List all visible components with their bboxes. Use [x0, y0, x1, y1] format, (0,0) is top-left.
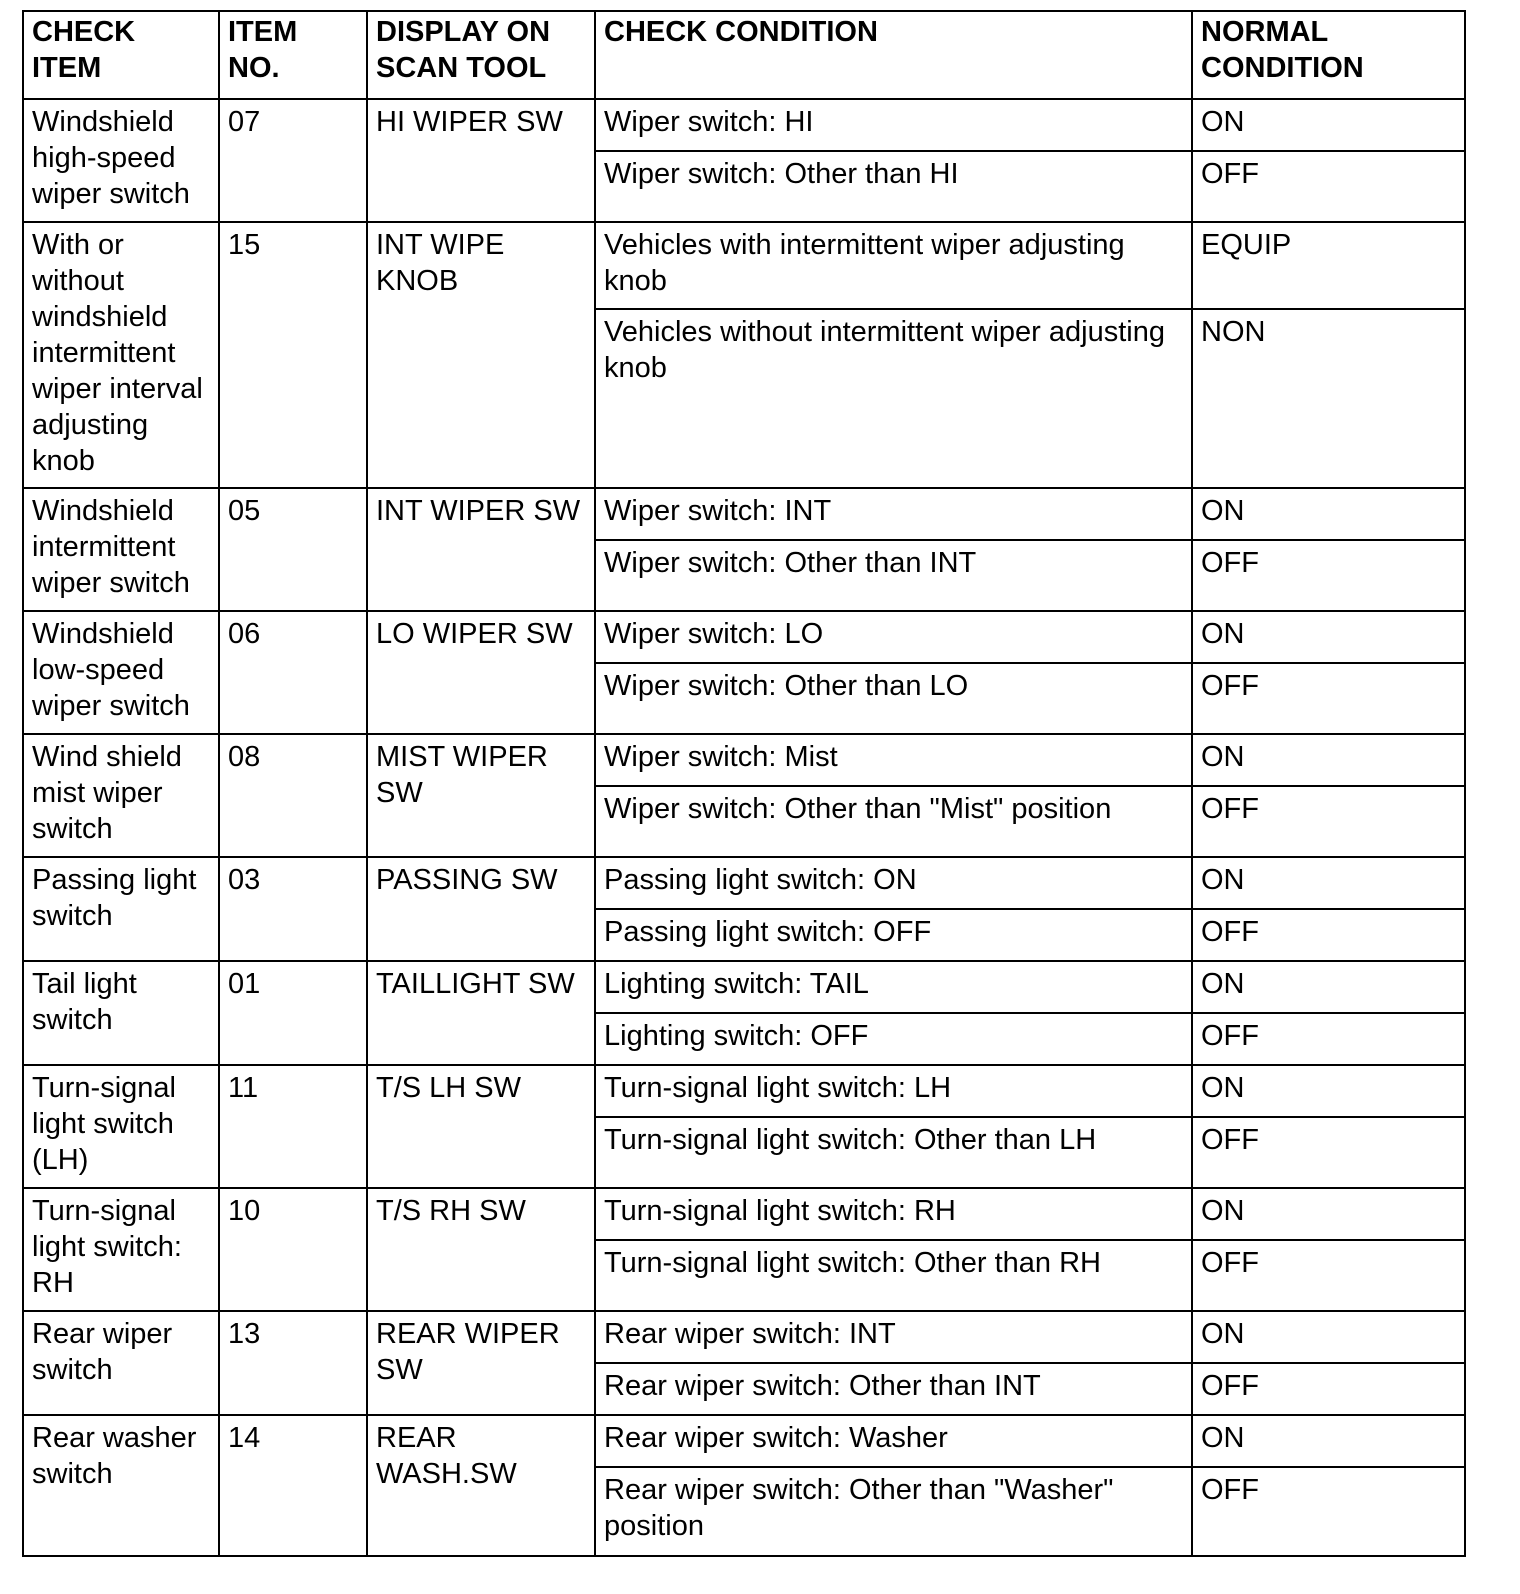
scan-tool-display-cell-text: T/S RH SW	[376, 1195, 526, 1227]
item-no-cell	[219, 961, 367, 1065]
check-condition-cell	[595, 1013, 1192, 1065]
check-condition-cell-text: Wiper switch: INT	[604, 495, 832, 527]
normal-condition-cell	[1192, 1013, 1465, 1065]
check-item-cell	[23, 1065, 219, 1188]
item-no-cell-text: 14	[228, 1422, 261, 1454]
check-item-cell-text: With or without windshield intermittent wiper interval adjusting knob	[32, 229, 203, 477]
normal-condition-cell-text: OFF	[1201, 1370, 1259, 1402]
check-item-cell-text: Wind shield mist wiper switch	[32, 741, 182, 845]
normal-condition-cell-text: ON	[1201, 106, 1245, 138]
table-row	[23, 1415, 1465, 1467]
normal-condition-cell-text: ON	[1201, 1422, 1245, 1454]
check-condition-cell	[595, 663, 1192, 734]
check-condition-cell-text: Turn-signal light switch: RH	[604, 1195, 956, 1227]
normal-condition-cell-text: ON	[1201, 864, 1245, 896]
scan-tool-display-cell-text: TAILLIGHT SW	[376, 968, 575, 1000]
check-condition-cell	[595, 151, 1192, 222]
check-item-cell-text: Passing light switch	[32, 864, 197, 932]
item-no-cell	[219, 488, 367, 611]
check-condition-cell	[595, 1467, 1192, 1556]
scan-tool-display-cell	[367, 1188, 595, 1311]
scan-tool-display-cell	[367, 99, 595, 222]
normal-condition-cell	[1192, 909, 1465, 961]
check-condition-cell-text: Wiper switch: Other than INT	[604, 547, 977, 579]
item-no-cell	[219, 857, 367, 961]
scan-tool-display-cell	[367, 222, 595, 488]
check-condition-cell-text: Turn-signal light switch: Other than LH	[604, 1124, 1097, 1156]
header-display-on-scan-tool: DISPLAY ON SCAN TOOL	[367, 11, 595, 99]
normal-condition-cell	[1192, 1467, 1465, 1556]
normal-condition-cell	[1192, 1311, 1465, 1363]
table-row	[23, 488, 1465, 540]
normal-condition-cell	[1192, 786, 1465, 857]
header-check-item: CHECK ITEM	[23, 11, 219, 99]
check-condition-cell	[595, 1311, 1192, 1363]
item-no-cell-text: 06	[228, 618, 261, 650]
check-condition-cell	[595, 1415, 1192, 1467]
check-condition-cell	[595, 857, 1192, 909]
scan-tool-display-cell-text: T/S LH SW	[376, 1072, 522, 1104]
check-condition-cell-text: Rear wiper switch: Other than INT	[604, 1370, 1041, 1402]
table-body	[23, 99, 1465, 1556]
normal-condition-cell-text: ON	[1201, 968, 1245, 1000]
normal-condition-cell-text: OFF	[1201, 793, 1259, 825]
check-condition-cell-text: Wiper switch: HI	[604, 106, 814, 138]
check-condition-cell-text: Vehicles without intermittent wiper adjusting knob	[604, 316, 1165, 384]
item-no-cell-text: 13	[228, 1318, 261, 1350]
item-no-cell	[219, 1065, 367, 1188]
scan-tool-display-cell-text: MIST WIPER SW	[376, 741, 548, 809]
check-condition-cell	[595, 99, 1192, 151]
scan-tool-display-cell	[367, 857, 595, 961]
check-item-cell	[23, 222, 219, 488]
item-no-cell-text: 11	[228, 1072, 259, 1104]
table-row	[23, 857, 1465, 909]
check-item-cell	[23, 961, 219, 1065]
check-condition-cell	[595, 1363, 1192, 1415]
normal-condition-cell	[1192, 1363, 1465, 1415]
scan-tool-display-cell-text: LO WIPER SW	[376, 618, 573, 650]
check-item-cell	[23, 1415, 219, 1556]
check-condition-cell	[595, 309, 1192, 488]
scan-tool-display-cell	[367, 961, 595, 1065]
check-condition-cell-text: Wiper switch: LO	[604, 618, 824, 650]
scan-tool-display-cell-text: INT WIPE KNOB	[376, 229, 505, 297]
normal-condition-cell-text: OFF	[1201, 158, 1259, 190]
check-condition-cell-text: Wiper switch: Other than HI	[604, 158, 959, 190]
item-no-cell-text: 10	[228, 1195, 261, 1227]
normal-condition-cell	[1192, 99, 1465, 151]
check-item-cell-text: Turn-signal light switch: RH	[32, 1195, 182, 1299]
check-condition-cell-text: Lighting switch: OFF	[604, 1020, 869, 1052]
normal-condition-cell-text: OFF	[1201, 547, 1259, 579]
normal-condition-cell	[1192, 309, 1465, 488]
header-item-no: ITEM NO.	[219, 11, 367, 99]
check-condition-cell-text: Turn-signal light switch: LH	[604, 1072, 952, 1104]
scan-tool-display-cell-text: HI WIPER SW	[376, 106, 563, 138]
normal-condition-cell	[1192, 540, 1465, 611]
normal-condition-cell-text: OFF	[1201, 1124, 1259, 1156]
normal-condition-cell-text: ON	[1201, 1318, 1245, 1350]
check-condition-cell-text: Wiper switch: Mist	[604, 741, 838, 773]
normal-condition-cell	[1192, 734, 1465, 786]
scan-tool-display-cell	[367, 488, 595, 611]
normal-condition-cell	[1192, 611, 1465, 663]
normal-condition-cell-text: OFF	[1201, 1020, 1259, 1052]
item-no-cell	[219, 99, 367, 222]
scan-tool-display-cell	[367, 1065, 595, 1188]
normal-condition-cell-text: OFF	[1201, 1474, 1259, 1506]
check-item-cell-text: Turn-signal light switch (LH)	[32, 1072, 176, 1176]
item-no-cell-text: 03	[228, 864, 261, 896]
table-row	[23, 734, 1465, 786]
scan-tool-display-cell	[367, 1311, 595, 1415]
check-item-cell-text: Windshield intermittent wiper switch	[32, 495, 190, 599]
normal-condition-cell	[1192, 1188, 1465, 1240]
normal-condition-cell	[1192, 151, 1465, 222]
check-condition-cell-text: Turn-signal light switch: Other than RH	[604, 1247, 1101, 1279]
check-condition-cell	[595, 961, 1192, 1013]
table-row	[23, 1188, 1465, 1240]
normal-condition-cell-text: ON	[1201, 1072, 1245, 1104]
check-item-cell	[23, 488, 219, 611]
normal-condition-cell-text: EQUIP	[1201, 229, 1292, 261]
item-no-cell	[219, 1415, 367, 1556]
item-no-cell-text: 07	[228, 106, 261, 138]
table-row	[23, 1311, 1465, 1363]
check-condition-cell-text: Rear wiper switch: Other than "Washer" position	[604, 1474, 1114, 1542]
check-table	[22, 10, 1466, 1557]
table-row	[23, 611, 1465, 663]
check-condition-cell-text: Passing light switch: OFF	[604, 916, 932, 948]
normal-condition-cell	[1192, 488, 1465, 540]
scan-tool-display-cell-text: REAR WASH.SW	[376, 1422, 517, 1490]
scan-tool-display-cell	[367, 611, 595, 734]
normal-condition-cell	[1192, 857, 1465, 909]
check-item-cell	[23, 857, 219, 961]
check-condition-cell	[595, 786, 1192, 857]
check-item-cell	[23, 611, 219, 734]
check-condition-cell	[595, 611, 1192, 663]
check-item-cell-text: Windshield high-speed wiper switch	[32, 106, 190, 210]
normal-condition-cell	[1192, 1117, 1465, 1188]
normal-condition-cell	[1192, 1240, 1465, 1311]
check-condition-cell	[595, 1065, 1192, 1117]
item-no-cell-text: 01	[228, 968, 261, 1000]
normal-condition-cell-text: OFF	[1201, 1247, 1259, 1279]
check-condition-cell-text: Passing light switch: ON	[604, 864, 917, 896]
check-condition-cell-text: Vehicles with intermittent wiper adjusting knob	[604, 229, 1125, 297]
header-row	[23, 11, 1465, 99]
table-row	[23, 1065, 1465, 1117]
normal-condition-cell-text: ON	[1201, 741, 1245, 773]
item-no-cell	[219, 222, 367, 488]
item-no-cell-text: 15	[228, 229, 261, 261]
scan-tool-display-cell	[367, 734, 595, 857]
check-item-cell	[23, 99, 219, 222]
scan-tool-display-cell-text: PASSING SW	[376, 864, 558, 896]
normal-condition-cell-text: ON	[1201, 618, 1245, 650]
table-row	[23, 961, 1465, 1013]
check-condition-cell	[595, 222, 1192, 309]
scan-tool-display-cell-text: REAR WIPER SW	[376, 1318, 560, 1386]
check-condition-cell	[595, 488, 1192, 540]
check-condition-cell	[595, 1240, 1192, 1311]
normal-condition-cell-text: ON	[1201, 1195, 1245, 1227]
normal-condition-cell	[1192, 663, 1465, 734]
normal-condition-cell-text: ON	[1201, 495, 1245, 527]
normal-condition-cell-text: OFF	[1201, 916, 1259, 948]
header-check-condition: CHECK CONDITION	[595, 11, 1192, 99]
item-no-cell	[219, 734, 367, 857]
item-no-cell-text: 05	[228, 495, 261, 527]
normal-condition-cell	[1192, 1415, 1465, 1467]
table-row	[23, 99, 1465, 151]
check-item-cell-text: Rear washer switch	[32, 1422, 197, 1490]
check-condition-cell	[595, 1117, 1192, 1188]
scan-tool-display-cell-text: INT WIPER SW	[376, 495, 581, 527]
table-row	[23, 222, 1465, 309]
item-no-cell	[219, 611, 367, 734]
normal-condition-cell-text: OFF	[1201, 670, 1259, 702]
scan-tool-display-cell	[367, 1415, 595, 1556]
check-item-cell	[23, 1188, 219, 1311]
check-item-cell	[23, 734, 219, 857]
check-item-cell-text: Windshield low-speed wiper switch	[32, 618, 190, 722]
normal-condition-cell	[1192, 1065, 1465, 1117]
item-no-cell-text: 08	[228, 741, 261, 773]
check-condition-cell-text: Rear wiper switch: INT	[604, 1318, 896, 1350]
check-condition-cell	[595, 734, 1192, 786]
check-condition-cell	[595, 540, 1192, 611]
normal-condition-cell	[1192, 222, 1465, 309]
check-condition-cell-text: Wiper switch: Other than "Mist" position	[604, 793, 1112, 825]
check-condition-cell-text: Wiper switch: Other than LO	[604, 670, 969, 702]
check-item-cell	[23, 1311, 219, 1415]
check-condition-cell-text: Rear wiper switch: Washer	[604, 1422, 948, 1454]
item-no-cell	[219, 1311, 367, 1415]
header-normal-condition: NORMAL CONDITION	[1192, 11, 1465, 99]
check-item-cell-text: Rear wiper switch	[32, 1318, 173, 1386]
check-condition-cell	[595, 909, 1192, 961]
item-no-cell	[219, 1188, 367, 1311]
check-condition-cell	[595, 1188, 1192, 1240]
check-condition-cell-text: Lighting switch: TAIL	[604, 968, 869, 1000]
normal-condition-cell-text: NON	[1201, 316, 1266, 348]
normal-condition-cell	[1192, 961, 1465, 1013]
check-item-cell-text: Tail light switch	[32, 968, 137, 1036]
